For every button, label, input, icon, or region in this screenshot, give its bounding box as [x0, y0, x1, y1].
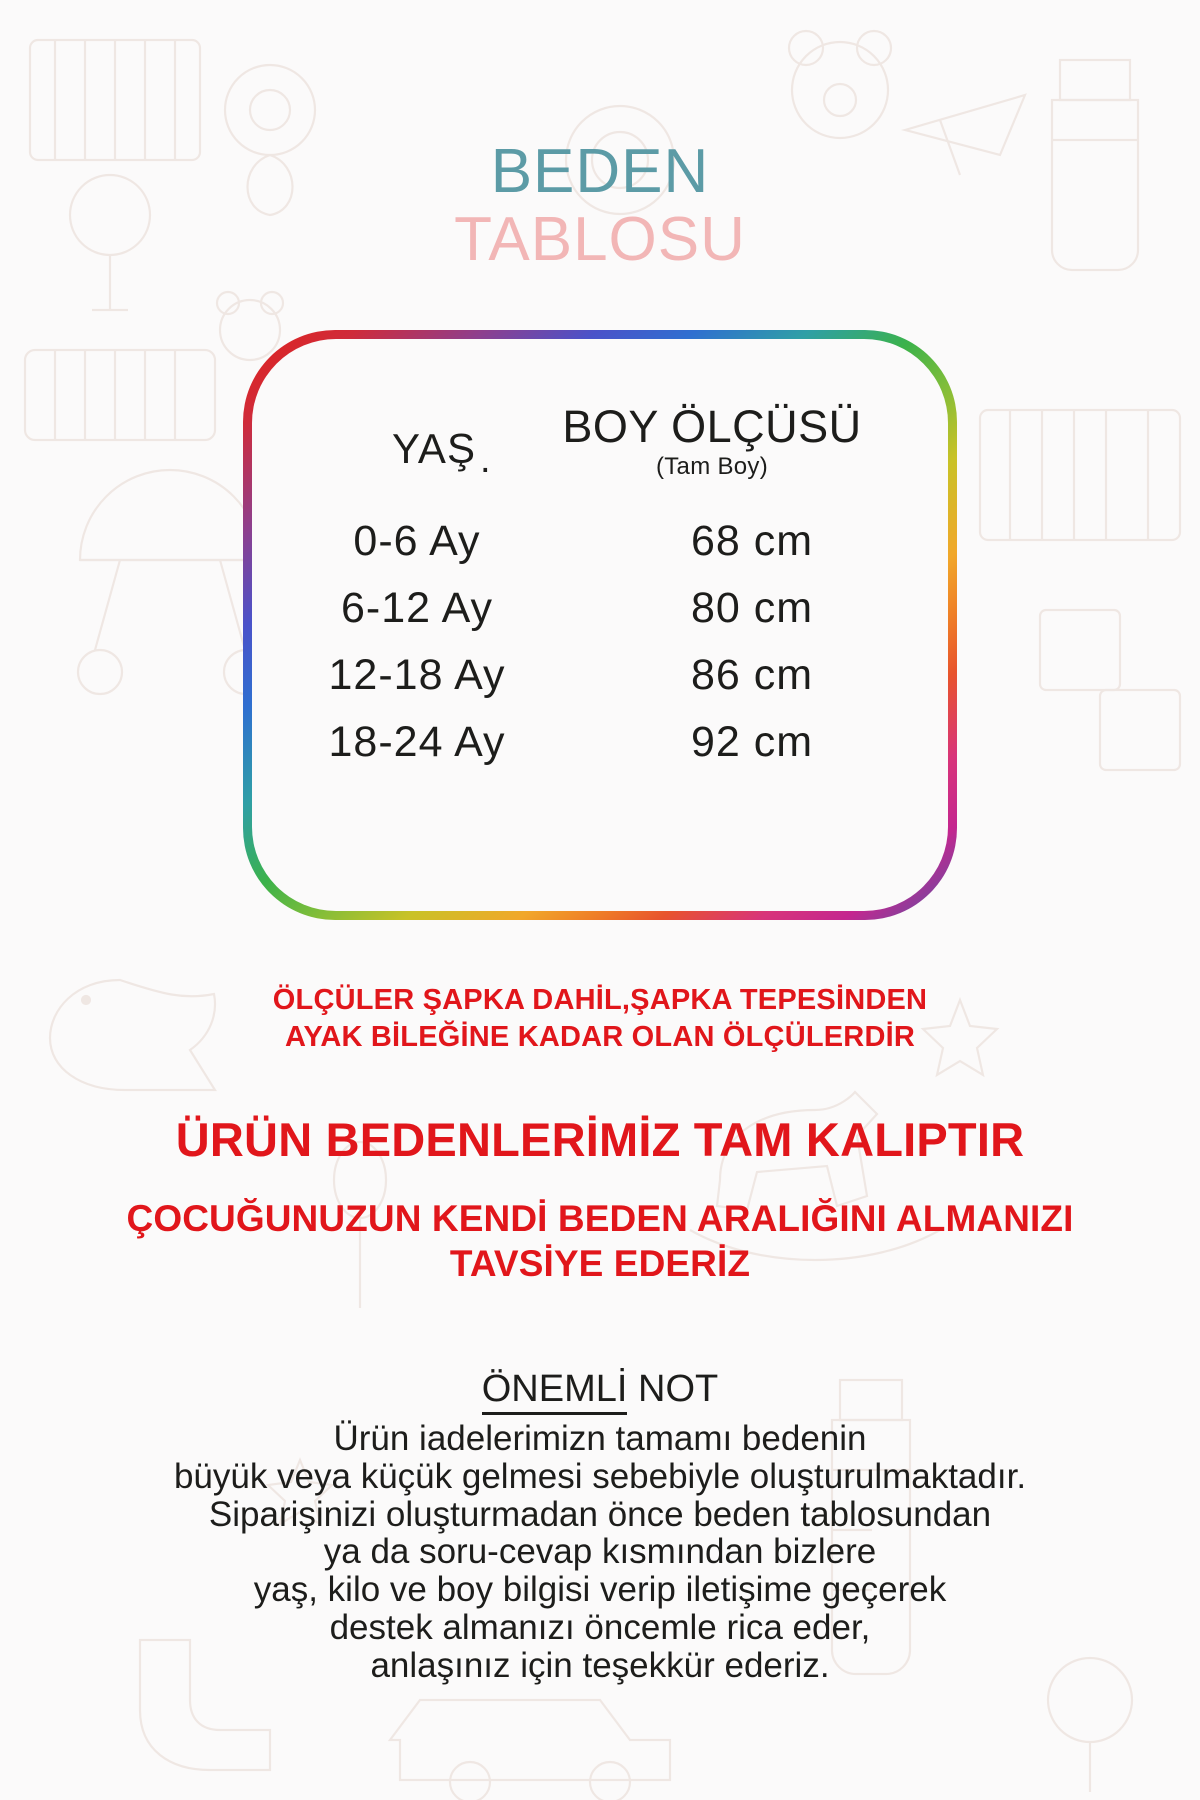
important-note-title — [0, 1368, 1200, 1411]
advice-note-line-1: ÇOCUĞUNUZUN KENDİ BEDEN ARALIĞINI ALMANIZI — [126, 1198, 1074, 1239]
important-note-line: ya da soru-cevap kısmından bizlere — [323, 1532, 877, 1572]
size-table-body — [252, 517, 948, 785]
measurement-note-line-2: AYAK BİLEĞİNE KADAR OLAN ÖLÇÜLERDİR — [284, 1021, 915, 1054]
important-note-title-rest: NOT — [627, 1368, 719, 1410]
cell-age: 6-12 Ay — [340, 584, 494, 632]
cell-height: 86 cm — [690, 651, 814, 699]
cell-height: 68 cm — [690, 517, 814, 565]
cell-height: 80 cm — [690, 584, 814, 632]
measurement-note-line-1: ÖLÇÜLER ŞAPKA DAHİL,ŞAPKA TEPESİNDEN — [272, 984, 928, 1016]
size-table-header — [252, 387, 948, 507]
important-note-line: yaş, kilo ve boy bilgisi verip iletişime geçerek — [253, 1570, 947, 1610]
column-header-height-sub: (Tam Boy) — [655, 453, 769, 480]
column-header-separator: . — [480, 439, 491, 481]
important-note-body — [0, 1420, 1200, 1685]
important-note-title-underlined: ÖNEMLİ — [482, 1368, 628, 1415]
important-note-line: destek almanızı öncemle rica eder, — [329, 1607, 871, 1647]
important-note-line: Siparişinizi oluşturmadan önce beden tablosundan — [208, 1494, 992, 1534]
size-table-card — [243, 330, 957, 920]
page-title-line-2: TABLOSU — [454, 205, 746, 275]
measurement-note — [0, 982, 1200, 1056]
page-title — [0, 137, 1200, 275]
page-title-line-1: BEDEN — [490, 137, 710, 206]
column-header-height: BOY ÖLÇÜSÜ — [562, 401, 862, 452]
fit-note: ÜRÜN BEDENLERİMİZ TAM KALIPTIR — [175, 1113, 1025, 1166]
cell-age: 18-24 Ay — [328, 718, 506, 766]
important-note-line: anlaşınız için teşekkür ederiz. — [370, 1645, 830, 1685]
advice-note-line-2: TAVSİYE EDERİZ — [449, 1243, 751, 1285]
table-row — [252, 584, 948, 651]
cell-age: 12-18 Ay — [328, 651, 506, 699]
important-note-line: Ürün iadelerimizn tamamı bedenin — [333, 1419, 867, 1458]
size-table-card-inner — [252, 339, 948, 911]
important-note-line: büyük veya küçük gelmesi sebebiyle oluşturulmaktadır. — [173, 1456, 1027, 1496]
cell-age: 0-6 Ay — [353, 517, 481, 565]
table-row — [252, 651, 948, 718]
table-row — [252, 718, 948, 785]
table-row — [252, 517, 948, 584]
cell-height: 92 cm — [690, 718, 814, 766]
column-header-age: YAŞ — [392, 425, 476, 472]
advice-note — [0, 1196, 1200, 1286]
